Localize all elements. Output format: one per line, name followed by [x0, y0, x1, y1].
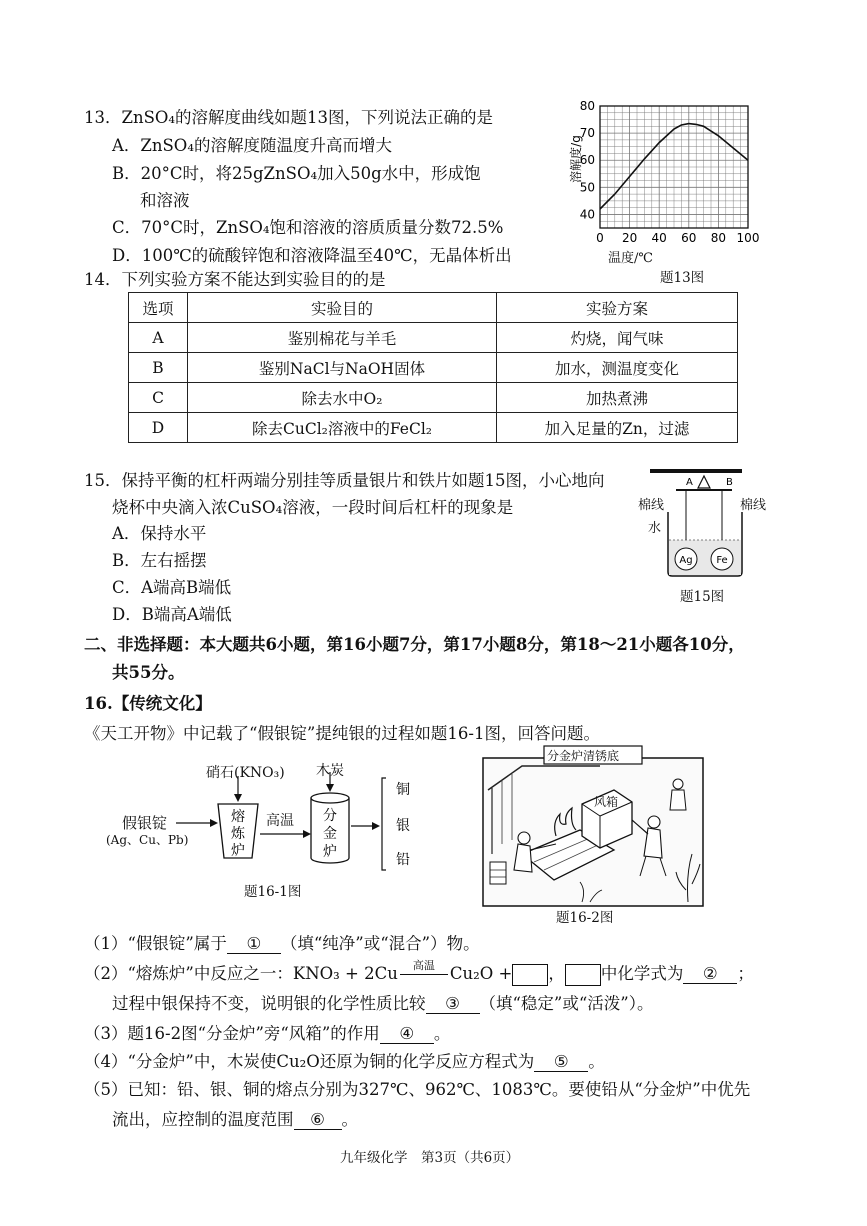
q16-sub1-text-a: （1）“假银锭”属于 — [84, 934, 227, 953]
bellows-label: 风箱 — [594, 795, 619, 809]
q16-sub1-text-b: （填“纯净”或“混合”）物。 — [280, 934, 480, 953]
table-cell: A — [129, 323, 188, 353]
table-row — [129, 383, 738, 413]
q14-table — [128, 292, 738, 443]
output-bracket — [382, 778, 386, 870]
label-fe: Fe — [716, 555, 728, 566]
arrow-icon — [303, 830, 311, 838]
table-cell: 加水，测温度变化 — [497, 353, 738, 383]
q16-sub2-text-b: Cu₂O + — [449, 964, 513, 983]
worker-icon — [673, 779, 683, 789]
table-header-cell: 实验目的 — [188, 293, 497, 323]
q16-sub2-text-c: ， — [548, 964, 565, 983]
arrow-icon — [372, 822, 380, 830]
q16-sub1 — [84, 930, 480, 954]
table-cell: 除去CuCl₂溶液中的FeCl₂ — [188, 413, 497, 443]
y-tick-label: 60 — [579, 153, 595, 168]
label-water: 水 — [648, 521, 662, 536]
page-footer: 九年级化学 第3页（共6页） — [340, 1150, 520, 1166]
x-tick-label: 100 — [736, 231, 760, 245]
answer-blank-6[interactable]: ⑥ — [294, 1110, 342, 1130]
furnace2-char: 分 — [323, 808, 337, 824]
q16-sub2-text-d: 中化学式为 — [600, 964, 684, 983]
q15-option-b: B．左右摇摆 — [112, 551, 207, 570]
q15-stem-line2: 烧杯中央滴入浓CuSO₄溶液，一段时间后杠杆的现象是 — [112, 498, 514, 517]
table-header-row — [129, 293, 738, 323]
q16-sub2-text-e: ； — [737, 964, 754, 983]
label-left-thread: 棉线 — [638, 498, 665, 513]
q16-sub4-text-b: 。 — [588, 1052, 605, 1071]
illustration-banner: 分金炉清锈底 — [547, 749, 620, 763]
q16-sub3-text-a: （3）题16-2图“分金炉”旁“风箱”的作用 — [84, 1024, 380, 1043]
q15-option-d: D．B端高A端低 — [112, 605, 232, 624]
q14-stem: 14．下列实验方案不能达到实验目的的是 — [84, 270, 386, 289]
lever-label-b: B — [726, 477, 733, 488]
q16-sub4-text-a: （4）“分金炉”中，木炭使Cu₂O还原为铜的化学反应方程式为 — [84, 1052, 535, 1071]
flow-additive-charcoal: 木炭 — [316, 763, 344, 779]
q13-figure-caption: 题13图 — [660, 270, 705, 286]
flow-input-components: (Ag、Cu、Pb) — [106, 833, 189, 847]
table-cell: D — [129, 413, 188, 443]
y-tick-label: 40 — [579, 207, 595, 222]
basket-icon — [490, 862, 506, 884]
y-tick-label: 80 — [579, 99, 595, 113]
q16-sub2-line2-text-a: 过程中银保持不变，说明银的化学性质比较 — [112, 994, 426, 1013]
fulcrum-icon — [698, 476, 710, 488]
furnace2-char: 炉 — [323, 844, 337, 860]
x-tick-label: 60 — [681, 231, 697, 245]
chart-xlabel: 温度/℃ — [608, 251, 653, 266]
q15-option-c: C．A端高B端低 — [112, 578, 232, 597]
table-cell: 加入足量的Zn，过滤 — [497, 413, 738, 443]
q15-figure-caption: 题15图 — [680, 589, 725, 605]
chart-ylabel: 溶解度/g — [569, 135, 583, 183]
table-cell: B — [129, 353, 188, 383]
answer-blank-5[interactable]: ⑤ — [534, 1052, 588, 1072]
x-tick-label: 80 — [710, 231, 727, 245]
label-ag: Ag — [679, 555, 693, 566]
q13-option-b: B．20°C时，将25gZnSO₄加入50g水中，形成饱 — [112, 164, 481, 183]
worker-icon — [518, 832, 530, 844]
q13-solubility-chart — [560, 92, 770, 250]
q16-sub5-line2 — [112, 1106, 358, 1130]
table-cell: 除去水中O₂ — [188, 383, 497, 413]
reaction-arrow — [400, 974, 448, 975]
x-tick-label: 20 — [621, 231, 638, 245]
answer-blank-1[interactable]: ① — [227, 934, 281, 954]
section2-heading-line2: 共55分。 — [112, 663, 185, 682]
table-cell: 灼烧，闻气味 — [497, 323, 738, 353]
q13-option-b-cont: 和溶液 — [140, 191, 190, 210]
section2-heading-line1: 二、非选择题：本大题共6小题，第16小题7分，第17小题8分，第18～21小题各10分， — [84, 635, 745, 654]
answer-blank-3[interactable]: ③ — [426, 994, 480, 1014]
y-tick-label: 70 — [579, 126, 595, 141]
output-silver: 银 — [396, 818, 410, 834]
y-tick-label: 50 — [579, 180, 595, 195]
worker-icon — [648, 816, 660, 828]
reaction-condition-text: 高温 — [412, 959, 435, 972]
answer-box-product[interactable] — [512, 964, 548, 986]
arrow-icon — [234, 794, 242, 802]
table-header-cell: 选项 — [129, 293, 188, 323]
flow-input-label: 假银锭 — [122, 814, 168, 832]
chart-grid — [600, 106, 748, 228]
table-cell: C — [129, 383, 188, 413]
furnace1-char: 炼 — [231, 826, 245, 842]
chart-xticks — [596, 231, 759, 245]
q13-stem: 13．ZnSO₄的溶解度曲线如题13图，下列说法正确的是 — [84, 108, 494, 127]
arrow-icon — [326, 784, 334, 792]
arrow-icon — [210, 819, 218, 827]
q16-sub2-text-a: （2）“熔炼炉”中反应之一：KNO₃ + 2Cu — [84, 964, 398, 983]
reaction-condition — [398, 959, 450, 983]
q15-option-a: A．保持水平 — [112, 524, 207, 543]
q16-2-caption: 题16-2图 — [556, 910, 614, 926]
q16-sub2-line2-text-b: （填“稳定”或“活泼”）。 — [479, 994, 654, 1013]
table-cell: 鉴别棉花与羊毛 — [188, 323, 497, 353]
support-bar — [650, 469, 742, 473]
answer-blank-4[interactable]: ④ — [380, 1024, 434, 1044]
flow-additive-kno3: 硝石(KNO₃) — [206, 765, 285, 781]
q16-intro: 《天工开物》中记载了“假银锭”提纯银的过程如题16-1图，回答问题。 — [84, 724, 600, 743]
flow-condition-high-temp: 高温 — [266, 813, 294, 829]
lever-label-a: A — [686, 477, 693, 488]
q13-option-c: C．70°C时，ZnSO₄饱和溶液的溶质质量分数72.5% — [112, 218, 504, 237]
q16-sub5-text-a: 流出，应控制的温度范围 — [112, 1110, 294, 1129]
table-cell: 加热煮沸 — [497, 383, 738, 413]
output-lead: 铅 — [396, 852, 410, 868]
q16-sub3-text-b: 。 — [433, 1024, 451, 1043]
table-header-cell: 实验方案 — [497, 293, 738, 323]
label-right-thread: 棉线 — [740, 498, 767, 513]
furnace1-char: 熔 — [231, 809, 245, 825]
output-copper: 铜 — [396, 782, 410, 798]
furnace1-char: 炉 — [231, 843, 245, 859]
q13-option-a: A．ZnSO₄的溶解度随温度升高而增大 — [112, 136, 392, 155]
q16-sub4 — [84, 1048, 605, 1072]
table-row — [129, 413, 738, 443]
q16-sub2-line2 — [112, 990, 654, 1014]
q16-illustration — [482, 744, 704, 908]
table-row — [129, 353, 738, 383]
answer-box-ref — [565, 964, 601, 986]
table-row — [129, 323, 738, 353]
x-tick-label: 40 — [651, 231, 667, 245]
table-cell: 鉴别NaCl与NaOH固体 — [188, 353, 497, 383]
answer-blank-2[interactable]: ② — [683, 964, 737, 984]
q16-sub5-line1: （5）已知：铅、银、铜的熔点分别为327℃、962℃、1083℃。要使铅从“分金炉”中优先 — [84, 1080, 751, 1099]
x-tick-label: 0 — [596, 231, 604, 245]
furnace2-char: 金 — [323, 826, 337, 842]
q16-1-caption: 题16-1图 — [244, 884, 302, 900]
q16-title: 16.【传统文化】 — [84, 694, 212, 713]
q16-sub3 — [84, 1020, 450, 1044]
q16-sub5-text-b: 。 — [341, 1110, 358, 1129]
q15-stem-line1: 15．保持平衡的杠杆两端分别挂等质量银片和铁片如题15图，小心地向 — [84, 471, 605, 490]
q13-option-d: D．100℃的硫酸锌饱和溶液降温至40℃，无晶体析出 — [112, 246, 512, 265]
q16-sub2-line1 — [84, 960, 754, 986]
